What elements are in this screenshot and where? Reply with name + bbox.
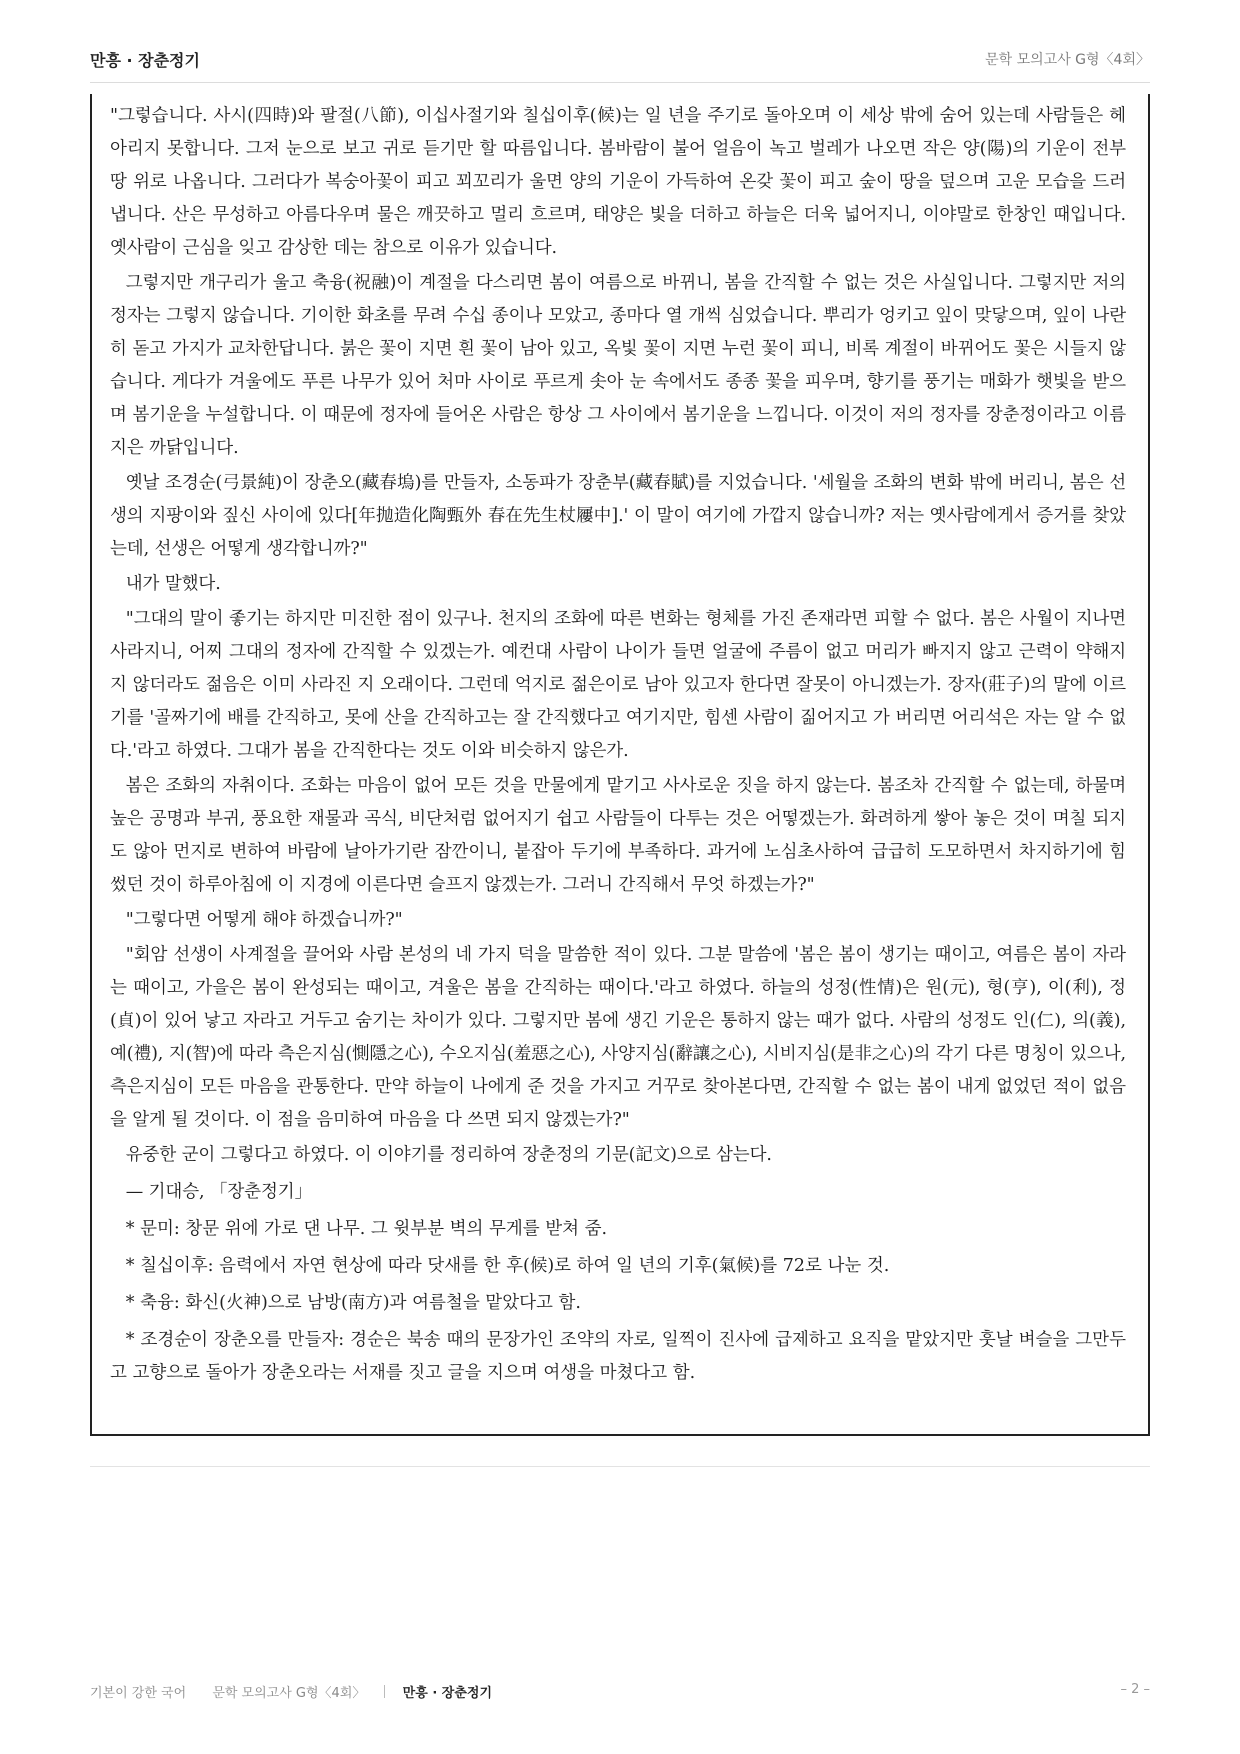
- footer-brand: 기본이 강한 국어: [90, 1686, 187, 1701]
- passage-paragraph: "회암 선생이 사계절을 끌어와 사람 본성의 네 가지 덕을 말씀한 적이 있다. 그분 말씀에 '봄은 봄이 생기는 때이고, 여름은 봄이 자라는 때이고, 가을은 봄이 완성되는 때이고, 겨울은 봄을 간직하는 때이다.'라고 하였다. 하늘의 성정(性情)은 원(元), 형(亨), 이(利), 정(貞)이 있어 낳고 자라고 거두고 숨기는 차이가 있다. 그렇지만 봄에 생긴 기운은 통하지 않는 때가 없다. 사람의 성정도 인(仁), 의(義), 예(禮), 지(智)에 따라 측은지심(惻隱之心), 수오지심(羞惡之心), 사양지심(辭讓之心), 시비지심(是非之心)의 각기 다른 명칭이 있으나, 측은지심이 모든 마음을 관통한다. 만약 하늘이 나에게 준 것을 가지고 거꾸로 찾아본다면, 간직할 수 없는 봄이 내게 없었던 적이 없음을 알게 될 것이다. 이 점을 음미하여 마음을 다 쓰면 되지 않겠는가?": [110, 945, 1126, 1130]
- header-exam-label: 문학 모의고사 G형〈4회〉: [985, 52, 1150, 68]
- footnote: * 축융: 화신(火神)으로 남방(南方)과 여름철을 맡았다고 함.: [125, 1293, 581, 1313]
- passage-box: [90, 94, 1150, 1436]
- passage-paragraph: 내가 말했다.: [125, 574, 221, 594]
- page-header: [90, 36, 1150, 83]
- passage-paragraph: 그렇지만 개구리가 울고 축융(祝融)이 계절을 다스리면 봄이 여름으로 바뀌니, 봄을 간직할 수 없는 것은 사실입니다. 그렇지만 저의 정자는 그렇지 않습니다. 기이한 화초를 무려 수십 종이나 모았고, 종마다 열 개씩 심었습니다. 뿌리가 엉키고 잎이 맞닿으며, 잎이 나란히 돋고 가지가 교차한답니다. 붉은 꽃이 지면 흰 꽃이 남아 있고, 옥빛 꽃이 지면 누런 꽃이 피니, 비록 계절이 바뀌어도 꽃은 시들지 않습니다. 게다가 겨울에도 푸른 나무가 있어 처마 사이로 푸르게 솟아 눈 속에서도 종종 꽃을 피우며, 향기를 풍기는 매화가 햇빛을 받으며 봄기운을 누설합니다. 이 때문에 정자에 들어온 사람은 항상 그 사이에서 봄기운을 느낍니다. 이것이 저의 정자를 장춘정이라고 이름 지은 까닭입니다.: [110, 273, 1126, 458]
- passage-paragraph: "그대의 말이 좋기는 하지만 미진한 점이 있구나. 천지의 조화에 따른 변화는 형체를 가진 존재라면 피할 수 없다. 봄은 사월이 지나면 사라지니, 어찌 그대의 정자에 간직할 수 있겠는가. 예컨대 사람이 나이가 들면 얼굴에 주름이 없고 머리가 빠지지 않고 근력이 약해지지 않더라도 젊음은 이미 사라진 지 오래이다. 그런데 억지로 젊은이로 남아 있고자 한다면 잘못이 아니겠는가. 장자(莊子)의 말에 이르기를 '골짜기에 배를 간직하고, 못에 산을 간직하고는 잘 간직했다고 여기지만, 힘센 사람이 짊어지고 가 버리면 어리석은 자는 알 수 없다.'라고 하였다. 그대가 봄을 간직한다는 것도 이와 비슷하지 않은가.: [110, 609, 1126, 761]
- footnote: * 문미: 창문 위에 가로 댄 나무. 그 윗부분 벽의 무게를 받쳐 줌.: [125, 1219, 608, 1239]
- footer-separator: [384, 1685, 385, 1698]
- footer-title: 만흥 · 장춘정기: [402, 1686, 493, 1701]
- footer-info: [90, 1682, 492, 1701]
- passage-paragraph: 봄은 조화의 자취이다. 조화는 마음이 없어 모든 것을 만물에게 맡기고 사사로운 짓을 하지 않는다. 봄조차 간직할 수 없는데, 하물며 높은 공명과 부귀, 풍요한 재물과 곡식, 비단처럼 없어지기 쉽고 사람들이 다투는 것은 어떻겠는가. 화려하게 쌓아 놓은 것이 며칠 되지도 않아 먼지로 변하여 바람에 날아가기란 잠깐이니, 붙잡아 두기에 부족하다. 과거에 노심초사하여 급급히 도모하면서 차지하기에 힘썼던 것이 하루아침에 이 지경에 이른다면 슬프지 않겠는가. 그러니 간직해서 무엇 하겠는가?": [110, 776, 1126, 895]
- passage-paragraph: "그렇다면 어떻게 해야 하겠습니까?": [125, 910, 403, 930]
- footnote: * 칠십이후: 음력에서 자연 현상에 따라 닷새를 한 후(候)로 하여 일 년의 기후(氣候)를 72로 나눈 것.: [125, 1256, 890, 1276]
- passage-credit: — 기대승, 「장춘정기」: [125, 1182, 312, 1202]
- page-footer: [90, 1682, 1150, 1706]
- passage-paragraph: 유중한 군이 그렇다고 하였다. 이 이야기를 정리하여 장춘정의 기문(記文)으로 삼는다.: [125, 1145, 772, 1165]
- passage-paragraph: 옛날 조경순(弓景純)이 장춘오(藏春塢)를 만들자, 소동파가 장춘부(藏春賦)를 지었습니다. '세월을 조화의 변화 밖에 버리니, 봄은 선생의 지팡이와 짚신 사이에 있다[年抛造化陶甄外 春在先生杖屨中].' 이 말이 여기에 가깝지 않습니까? 저는 옛사람에게서 증거를 찾았는데, 선생은 어떻게 생각합니까?": [110, 473, 1126, 559]
- footnote: * 조경순이 장춘오를 만들자: 경순은 북송 때의 문장가인 조약의 자로, 일찍이 진사에 급제하고 요직을 맡았지만 훗날 벼슬을 그만두고 고향으로 돌아가 장춘오라는 서재를 짓고 글을 지으며 여생을 마쳤다고 함.: [110, 1330, 1126, 1383]
- passage-paragraph: "그렇습니다. 사시(四時)와 팔절(八節), 이십사절기와 칠십이후(候)는 일 년을 주기로 돌아오며 이 세상 밖에 숨어 있는데 사람들은 헤아리지 못합니다. 그저 눈으로 보고 귀로 듣기만 할 따름입니다. 봄바람이 불어 얼음이 녹고 벌레가 나오면 작은 양(陽)의 기운이 전부 땅 위로 나옵니다. 그러다가 복숭아꽃이 피고 꾀꼬리가 울면 양의 기운이 가득하여 온갖 꽃이 피고 숲이 땅을 덮으며 고운 모습을 드러냅니다. 산은 무성하고 아름다우며 물은 깨끗하고 멀리 흐르며, 태양은 빛을 더하고 하늘은 더욱 넓어지니, 이야말로 한창인 때입니다. 옛사람이 근심을 잊고 감상한 데는 참으로 이유가 있습니다.: [110, 106, 1126, 258]
- footer-exam-label: 문학 모의고사 G형〈4회〉: [212, 1686, 366, 1701]
- page-number: – 2 –: [1120, 1682, 1150, 1697]
- bottom-divider: [90, 1466, 1150, 1467]
- header-title: 만흥 · 장춘정기: [90, 51, 200, 70]
